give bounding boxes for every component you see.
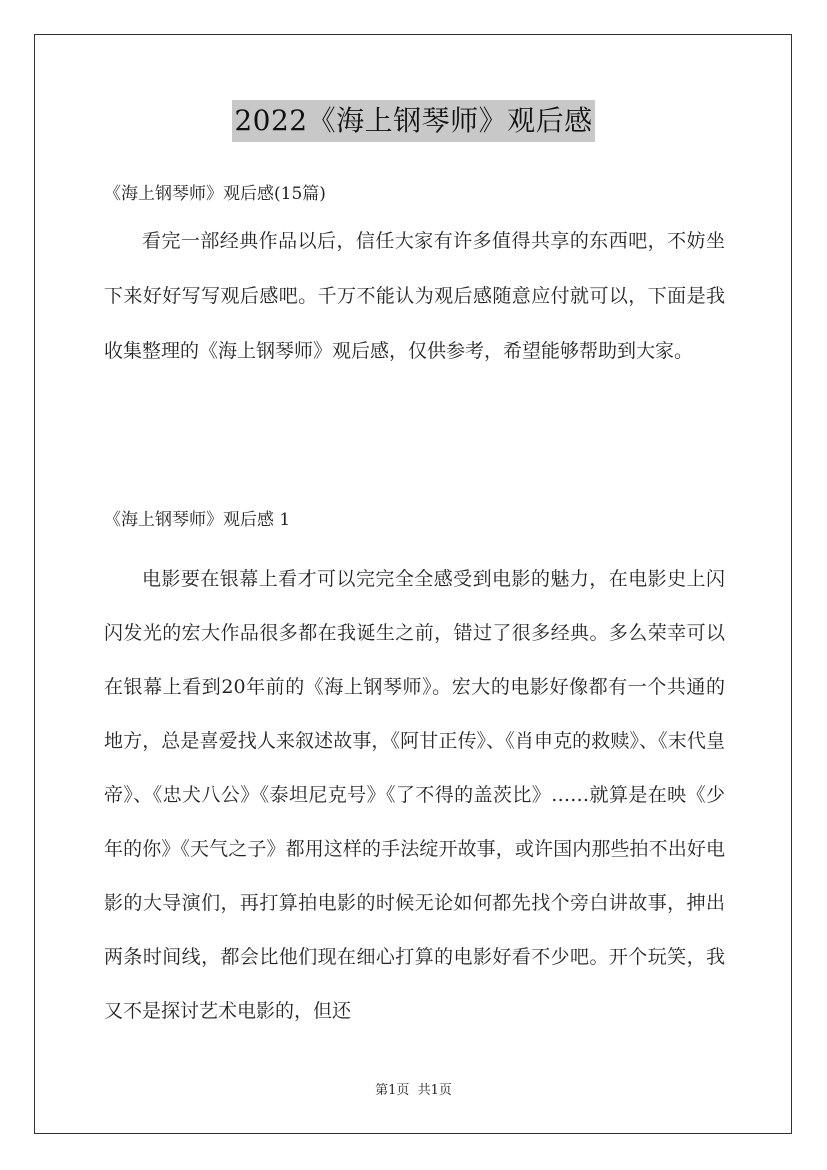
body-paragraph: 电影要在银幕上看才可以完完全全感受到电影的魅力，在电影史上闪闪发光的宏大作品很多都在我诞生之前，错过了很多经典。多么荣幸可以在银幕上看到20年前的《海上钢琴师》。宏大的电影好像都有一个共通的地方，总是喜爱找人来叙述故事，《阿甘正传》、《肖申克的救赎》、《末代皇帝》、《忠犬八公》《泰坦尼克号》《了不得的盖茨比》……就算是在映《少年的你》《天气之子》都用这样的手法绽开故事，或许国内那些拍不出好电影的大导演们，再打算拍电影的时候无论如何都先找个旁白讲故事，抻出两条时间线，都会比他们现在细心打算的电影好看不少吧。开个玩笑，我又不是探讨艺术电影的，但还 bbox=[104, 568, 725, 1022]
section-heading: 《海上钢琴师》观后感 1 bbox=[104, 510, 291, 530]
title-container bbox=[0, 100, 827, 142]
document-subtitle: 《海上钢琴师》观后感(15篇) bbox=[104, 184, 326, 204]
page-number-footer: 第1页 共1页 bbox=[375, 1083, 452, 1098]
document-title: 2022《海上钢琴师》观后感 bbox=[232, 100, 594, 142]
intro-paragraph: 看完一部经典作品以后，信任大家有许多值得共享的东西吧，不妨坐下来好好写写观后感吧。千万不能认为观后感随意应付就可以，下面是我收集整理的《海上钢琴师》观后感，仅供参考，希望能够帮助到大家。 bbox=[104, 230, 725, 362]
